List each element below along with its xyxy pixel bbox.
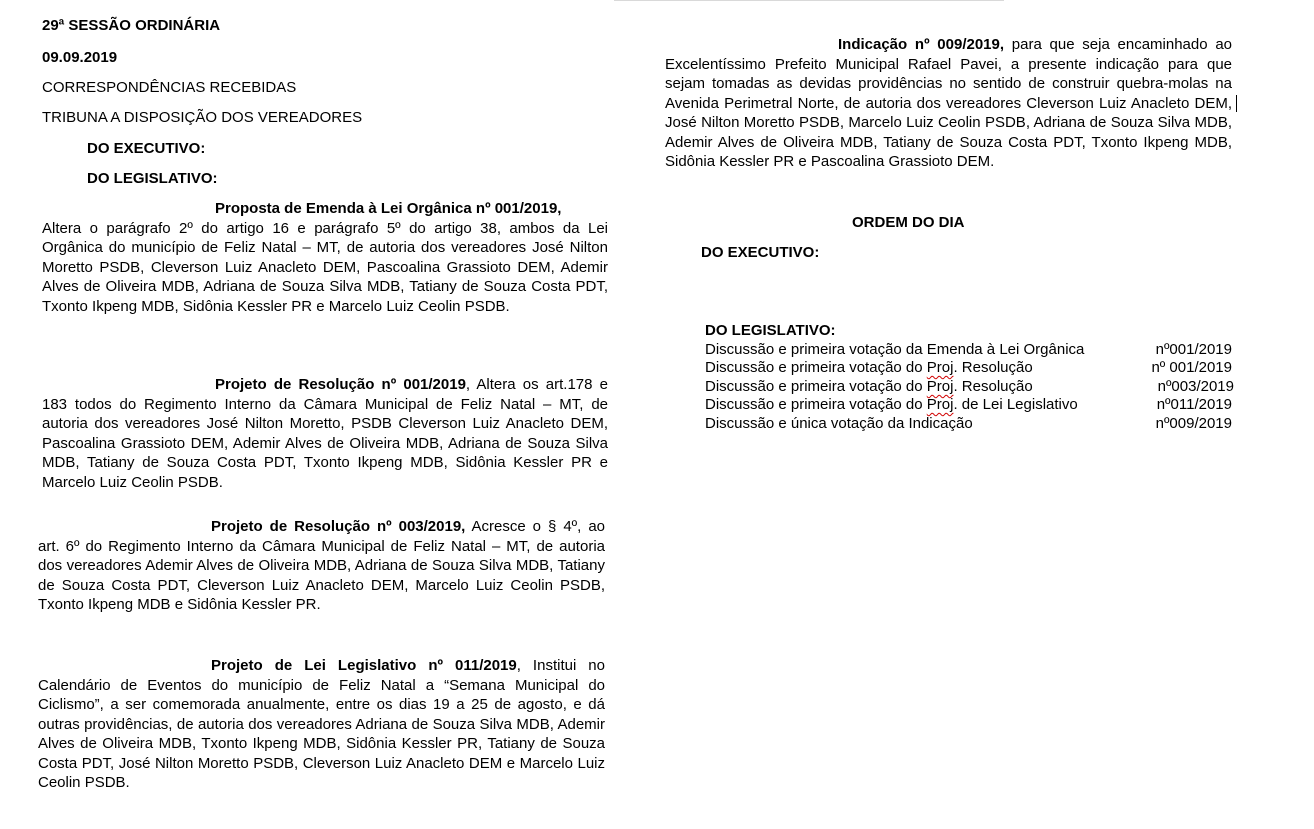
agenda-row-description: Discussão e primeira votação do Proj. Resolução xyxy=(705,378,1033,395)
page-top-border xyxy=(614,0,1004,1)
agenda-row-description: Discussão e primeira votação do Proj. Resolução xyxy=(705,359,1033,376)
text-cursor xyxy=(1236,95,1237,112)
resolucao-003-title: Projeto de Resolução nº 003/2019, xyxy=(211,518,466,535)
resolucao-001-text: , Altera os art.178 e 183 todos do Regimento Interno da Câmara Municipal de Feliz Natal – MT, de autoria dos vereadores José Nilton Moretto, PSDB Cleverson Luiz Anacleto DEM, Pascoalina Grassioto DEM, Ademir Alves de Oliveira MDB, Adriana de Souza Silva MDB, Tatiany de Souza Costa PDT, Txonto Ikpeng MDB, Sidônia Kessler PR e Marcelo Luiz Ceolin PSDB. xyxy=(42,376,608,491)
agenda-row xyxy=(705,358,1235,377)
correspondence-heading: CORRESPONDÊNCIAS RECEBIDAS xyxy=(42,79,297,96)
indicacao-item xyxy=(665,35,1232,172)
session-date: 09.09.2019 xyxy=(42,49,118,66)
lei-011-item xyxy=(38,656,605,793)
agenda-row xyxy=(705,395,1235,414)
proposta-emenda-text: Altera o parágrafo 2º do artigo 16 e parágrafo 5º do artigo 38, ambos da Lei Orgânica do município de Feliz Natal – MT, de autoria dos vereadores José Nilton Moretto PSDB, Cleverson Luiz Anacleto DEM, Pascoalina Grassioto DEM, Ademir Alves de Oliveira MDB, Adriana de Souza Silva MDB, Tatiany de Souza Costa PDT, Txonto Ikpeng MDB, Sidônia Kessler PR e Marcelo Luiz Ceolin PSDB. xyxy=(42,219,608,315)
agenda-row-description: Discussão e primeira votação da Emenda à Lei Orgânica xyxy=(705,341,1085,358)
proposta-emenda-item xyxy=(42,199,608,316)
agenda-row-number: nº003/2019 xyxy=(1157,378,1234,395)
agenda-row xyxy=(705,414,1235,433)
ordem-do-legislativo-heading: DO LEGISLATIVO: xyxy=(705,322,836,339)
agenda-row-number: nº001/2019 xyxy=(1155,341,1232,358)
proposta-emenda-title: Proposta de Emenda à Lei Orgânica nº 001/2019, xyxy=(215,200,562,217)
lei-011-text: , Institui no Calendário de Eventos do município de Feliz Natal a “Semana Municipal do Ciclismo”, a ser comemorada anualmente, entre os dias 19 a 25 de agosto, e dá outras providências, de autoria dos vereadores Adriana de Souza Silva MDB, Ademir Alves de Oliveira MDB, Txonto Ikpeng MDB, Sidônia Kessler PR, Tatiany de Souza Costa PDT, José Nilton Moretto PSDB, Cleverson Luiz Anacleto DEM e Marcelo Luiz Ceolin PSDB. xyxy=(38,657,605,791)
resolucao-003-item xyxy=(38,517,605,615)
agenda-row-number: nº 001/2019 xyxy=(1151,359,1232,376)
indicacao-title: Indicação nº 009/2019, xyxy=(838,36,1005,53)
ordem-do-executivo-heading: DO EXECUTIVO: xyxy=(701,244,820,261)
do-legislativo-heading: DO LEGISLATIVO: xyxy=(87,170,218,187)
agenda-row-number: nº009/2019 xyxy=(1155,415,1232,432)
resolucao-001-item xyxy=(42,375,608,492)
agenda-row-number: nº011/2019 xyxy=(1156,396,1232,413)
indicacao-text: para que seja encaminhado ao Excelentíssimo Prefeito Municipal Rafael Pavei, a presente indicação para que sejam tomadas as devidas providências no sentido de construir quebra-molas na Avenida Perimetral Norte, de autoria dos vereadores Cleverson Luiz Anacleto DEM, José Nilton Moretto PSDB, Marcelo Luiz Ceolin PSDB, Adriana de Souza Silva MDB, Ademir Alves de Oliveira MDB, Tatiany de Souza Costa PDT, Txonto Ikpeng MDB, Sidônia Kessler PR e Pascoalina Grassioto DEM. xyxy=(665,36,1232,170)
agenda-row-description: Discussão e primeira votação do Proj. de Lei Legislativo xyxy=(705,396,1078,413)
do-executivo-heading: DO EXECUTIVO: xyxy=(87,140,206,157)
agenda-row-description: Discussão e única votação da Indicação xyxy=(705,415,973,432)
tribuna-heading: TRIBUNA A DISPOSIÇÃO DOS VEREADORES xyxy=(42,109,363,126)
agenda-row xyxy=(705,340,1235,359)
resolucao-001-title: Projeto de Resolução nº 001/2019 xyxy=(215,376,466,393)
ordem-do-dia-title: ORDEM DO DIA xyxy=(852,214,965,231)
agenda-row xyxy=(705,377,1235,396)
session-title: 29ª SESSÃO ORDINÁRIA xyxy=(42,17,221,34)
lei-011-title: Projeto de Lei Legislativo nº 011/2019 xyxy=(211,657,517,674)
resolucao-003-text: Acresce o § 4º, ao art. 6º do Regimento Interno da Câmara Municipal de Feliz Natal – MT, de autoria dos vereadores Ademir Alves de Oliveira MDB, Adriana de Souza Silva MDB, Tatiany de Souza Costa PDT, Cleverson Luiz Anacleto DEM, Marcelo Luiz Ceolin PSDB, Txonto Ikpeng MDB e Sidônia Kessler PR. xyxy=(38,518,605,613)
